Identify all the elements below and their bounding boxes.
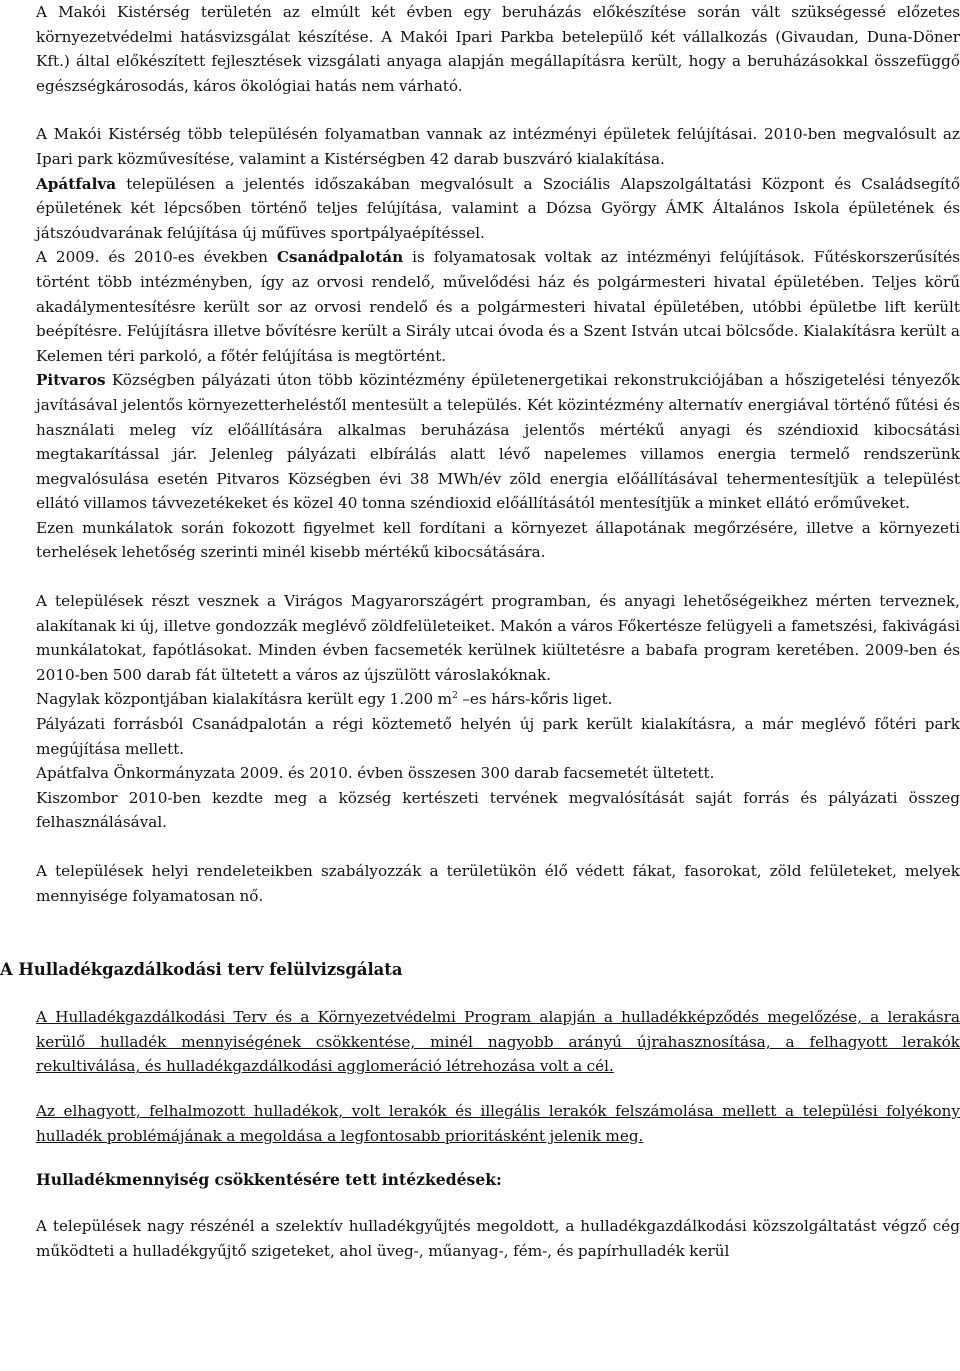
section-heading-waste-plan: A Hulladékgazdálkodási terv felülvizsgálata — [0, 960, 403, 980]
paragraph-apatfalva-text: településen a jelentés időszakában megvalósult a Szociális Alapszolgáltatási Központ és Családsegítő épületének két lépcsőben történő teljes felújítása, valamint a Dózsa György ÁMK Általános Iskola épületének és játszóudvarának felújítása új műfüves sportpályaépítéssel. — [36, 174, 960, 242]
paragraph-nagylak — [36, 687, 960, 712]
superscript-2: 2 — [452, 691, 458, 702]
paragraph-csanadpalota-park: Pályázati forrásból Csanádpalotán a régi köztemető helyén új park került kialakításra, a már meglévő főtéri park megújítása mellett. — [36, 715, 960, 758]
paragraph-csanadpalota-text: is folyamatosak voltak az intézményi felújítások. Fűtéskorszerűsítés történt több intézményben, így az orvosi rendelő, művelődési ház és polgármesteri hivatal épületében. Teljes körű akadálymentesítésre került sor az orvosi rendelő és a polgármesteri hivatal épületében, utóbbi épületbe lift került beépítésre. Felújításra illetve bővítésre került a Sirály utcai óvoda és a Szent István utcai bölcsőde. Kialakításra került a Kelemen téri parkoló, a főtér felújítása is megtörtént. — [36, 248, 960, 365]
paragraph-environmental-care: Ezen munkálatok során fokozott figyelmet kell fordítani a környezet állapotának megőrzésére, illetve a környezeti terhelések lehetőség szerinti minél kisebb mértékű kibocsátására. — [36, 518, 960, 562]
paragraph-nagylak-suffix: –es hárs-kőris liget. — [457, 690, 613, 709]
paragraph-waste-goals: A Hulladékgazdálkodási Terv és a Környezetvédelmi Program alapján a hulladékképződés megelőzése, a lerakásra kerülő hulladék mennyiségének csökkentése, minél nagyobb arányú újrahasznosítása, a felhagyott lerakók rekultiválása, és hulladékgazdálkodási agglomeráció létrehozása volt a cél. — [36, 1008, 960, 1076]
paragraph-apatfalva-trees: Apátfalva Önkormányzata 2009. és 2010. évben összesen 300 darab facsemetét ültetett. — [36, 764, 715, 783]
paragraph-nagylak-text: Nagylak központjában kialakításra került egy 1.200 m — [36, 690, 453, 709]
town-name-pitvaros: Pitvaros — [36, 371, 106, 390]
paragraph-apatfalva — [36, 172, 960, 246]
town-name-csanadpalota: Csanádpalotán — [276, 248, 404, 267]
paragraph-environmental-impact: A Makói Kistérség területén az elmúlt két évben egy beruházás előkészítése során vált szükségessé előzetes környezetvédelmi hatásvizsgálat készítése. A Makói Ipari Parkba betelepülő két vállalkozás (Givaudan, Duna-Döner Kft.) által előkészített fejlesztések vizsgálati anyaga alapján megállapításra került, hogy a beruházásokkal összefüggő egészségkárosodás, káros ökológiai hatás nem várható. — [36, 3, 960, 95]
paragraph-waste-priorities: Az elhagyott, felhalmozott hulladékok, volt lerakók és illegális lerakók felszámolása mellett a települési folyékony hulladék problémájának a megoldása a legfontosabb prioritásként jelenik meg. — [36, 1101, 960, 1145]
paragraph-csanadpalota — [36, 245, 960, 368]
paragraph-kiszombor: Kiszombor 2010-ben kezdte meg a község kertészeti tervének megvalósítását saját forrás és pályázati összeg felhasználásával. — [36, 788, 960, 832]
paragraph-building-renovations: A Makói Kistérség több településén folyamatban vannak az intézményi épületek felújításai. 2010-ben megvalósult az Ipari park közművesítése, valamint a Kistérségben 42 darab buszváró kialakítása. — [36, 125, 960, 168]
paragraph-pitvaros-text: Községben pályázati úton több közintézmény épületenergetikai rekonstrukciójában a hőszigetelési tényezők javításával jelentős környezetterheléstől mentesült a település. Két közintézmény alternatív energiával történő fűtési és használati meleg víz előállítására alkalmas beruházása jelentős mértékű anyagi és széndioxid kibocsátási megtakarítással jár. Jelenleg pályázati elbírálás alatt lévő napelemes villamos energia termelő rendszerünk megvalósulása esetén Pitvaros Községben évi 38 MWh/év zöld energia előállításával tehermentesítjük a települést ellátó villamos távvezetékeket és közel 40 tonna széndioxid előállításától mentesítjük a minket ellátó erőműveket. — [36, 371, 960, 513]
paragraph-green-spaces: A települések részt vesznek a Virágos Magyarországért programban, és anyagi lehetőségeikhez mérten terveznek, alakítanak ki új, illetve gondozzák meglévő zöldfelületeiket. Makón a város Főkertésze felügyeli a fametszési, fakivágási munkálatokat, fapótlásokat. Minden évben facsemeték kerülnek kiültetésre a babafa program keretében. 2009-ben és 2010-ben 500 darab fát ültetett a város az újszülött városlakóknak. — [36, 592, 960, 684]
town-name-apatfalva: Apátfalva — [36, 174, 117, 193]
paragraph-selective-collection: A települések nagy részénél a szelektív hulladékgyűjtés megoldott, a hulladékgazdálkodási közszolgáltatást végző cég működteti a hulladékgyűjtő szigeteket, ahol üveg-, műanyag-, fém-, és papírhulladék kerül — [36, 1217, 960, 1260]
paragraph-pitvaros — [36, 368, 960, 516]
subheading-waste-reduction: Hulladékmennyiség csökkentésére tett intézkedések: — [36, 1170, 502, 1190]
paragraph-local-regulations: A települések helyi rendeleteikben szabályozzák a területükön élő védett fákat, fasorokat, zöld felületeket, melyek mennyisége folyamatosan nő. — [36, 862, 960, 905]
paragraph-csanadpalota-intro: A 2009. és 2010-es években — [36, 248, 277, 267]
